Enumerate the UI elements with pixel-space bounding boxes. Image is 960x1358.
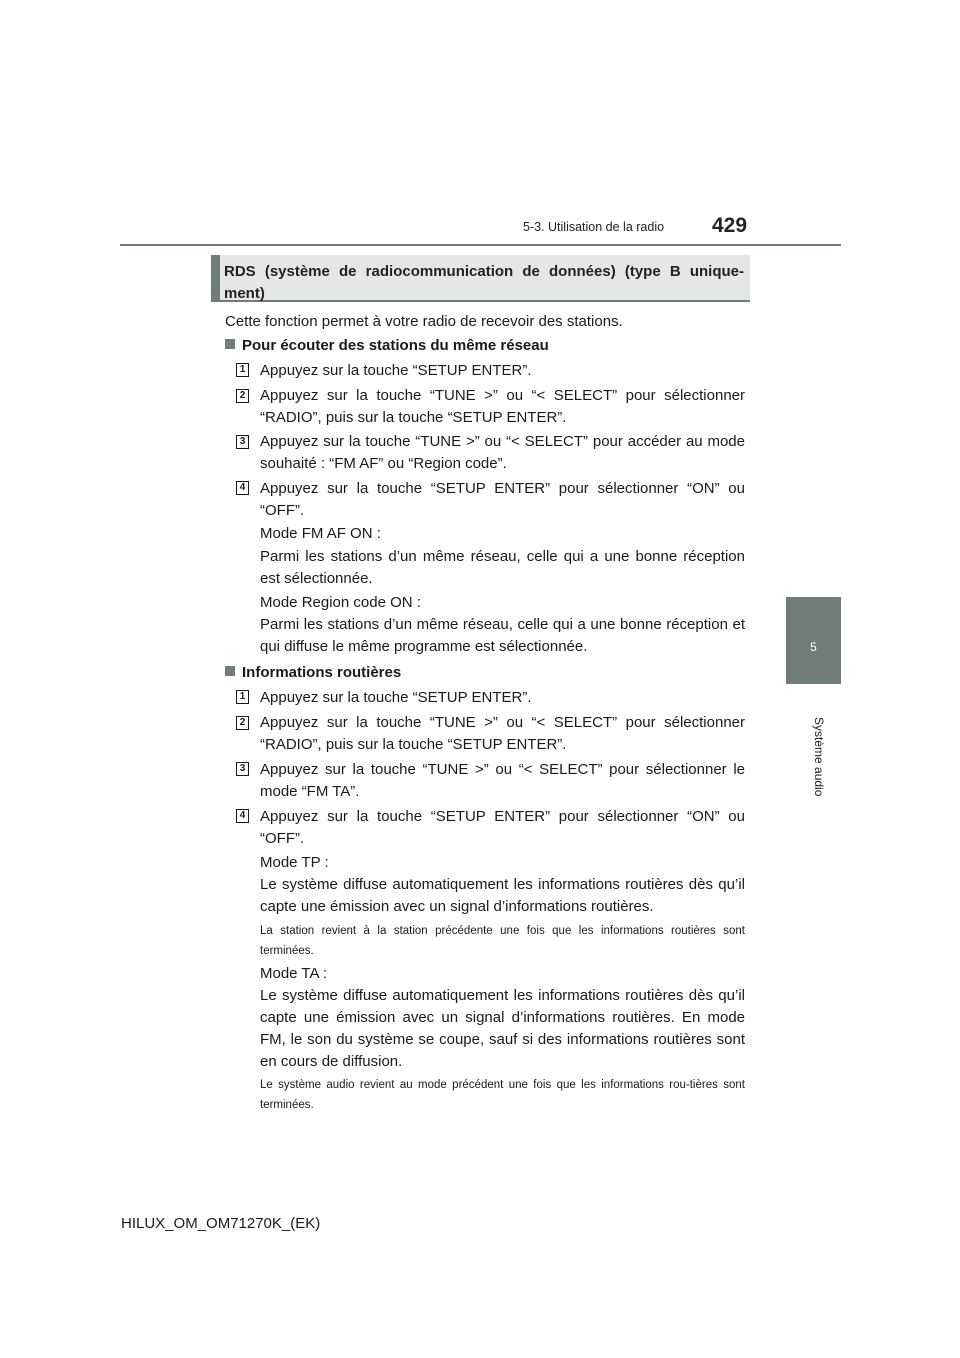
square-bullet-icon — [225, 666, 235, 676]
section-heading — [225, 335, 549, 357]
step-number: 1 — [236, 690, 249, 704]
chapter-number: 5 — [810, 640, 817, 654]
step-number: 3 — [236, 762, 249, 776]
section-heading — [225, 662, 401, 684]
header-divider — [120, 244, 841, 246]
mode-text: Le système diffuse automatiquement les informations routières dès qu’il capte une émission avec un signal d’informations routières. — [260, 876, 745, 915]
step-number: 4 — [236, 809, 249, 823]
step-text: Appuyez sur la touche “TUNE >” ou “< SELECT” pour accéder au mode souhaité : “FM AF” ou “Region code”. — [260, 433, 745, 472]
footer-code: HILUX_OM_OM71270K_(EK) — [121, 1215, 321, 1232]
mode-title: Mode FM AF ON : — [260, 525, 381, 542]
mode-title: Mode TP : — [260, 854, 329, 871]
mode-text: Le système diffuse automatiquement les informations routières dès qu’il capte une émission avec un signal d’informations routières. En mode FM, le son du système se coupe, sauf si des informations routières sont en cours de diffusion. — [260, 987, 745, 1070]
mode-text: Parmi les stations d’un même réseau, celle qui a une bonne réception et qui diffuse le même programme est sélectionnée. — [260, 616, 745, 655]
page-title — [224, 261, 744, 305]
step-text: Appuyez sur la touche “SETUP ENTER”. — [260, 362, 532, 379]
step-number: 4 — [236, 481, 249, 495]
step-text: Appuyez sur la touche “TUNE >” ou “< SELECT” pour sélectionner “RADIO”, puis sur la touche “SETUP ENTER”. — [260, 714, 745, 753]
mode-text: Parmi les stations d’un même réseau, celle qui a une bonne réception est sélectionnée. — [260, 548, 745, 587]
step-text: Appuyez sur la touche “TUNE >” ou “< SELECT” pour sélectionner “RADIO”, puis sur la touche “SETUP ENTER”. — [260, 387, 745, 426]
note-text: La station revient à la station précédente une fois que les informations routières sont terminées. — [260, 925, 745, 957]
section-heading-text: Pour écouter des stations du même réseau — [242, 337, 549, 354]
step-number: 2 — [236, 389, 249, 403]
chapter-label: Système audio — [812, 717, 826, 797]
step-text: Appuyez sur la touche “SETUP ENTER” pour sélectionner “ON” ou “OFF”. — [260, 808, 745, 847]
step-text: Appuyez sur la touche “SETUP ENTER”. — [260, 689, 532, 706]
note-text: Le système audio revient au mode précédent une fois que les informations rou-tières sont terminées. — [260, 1079, 745, 1111]
step-number: 1 — [236, 363, 249, 377]
page-title-line-1: RDS (système de radiocommunication de données) (type B unique- — [224, 263, 744, 280]
mode-title: Mode TA : — [260, 965, 327, 982]
section-heading-text: Informations routières — [242, 664, 402, 681]
intro-text: Cette fonction permet à votre radio de recevoir des stations. — [225, 313, 623, 330]
page-title-line-2: ment) — [224, 285, 265, 302]
step-number: 2 — [236, 716, 249, 730]
step-text: Appuyez sur la touche “SETUP ENTER” pour sélectionner “ON” ou “OFF”. — [260, 480, 745, 519]
mode-title: Mode Region code ON : — [260, 594, 421, 611]
step-number: 3 — [236, 435, 249, 449]
square-bullet-icon — [225, 339, 235, 349]
section-header: 5-3. Utilisation de la radio — [523, 220, 665, 234]
page-number: 429 — [712, 214, 748, 237]
step-text: Appuyez sur la touche “TUNE >” ou “< SELECT” pour sélectionner le mode “FM TA”. — [260, 761, 745, 800]
